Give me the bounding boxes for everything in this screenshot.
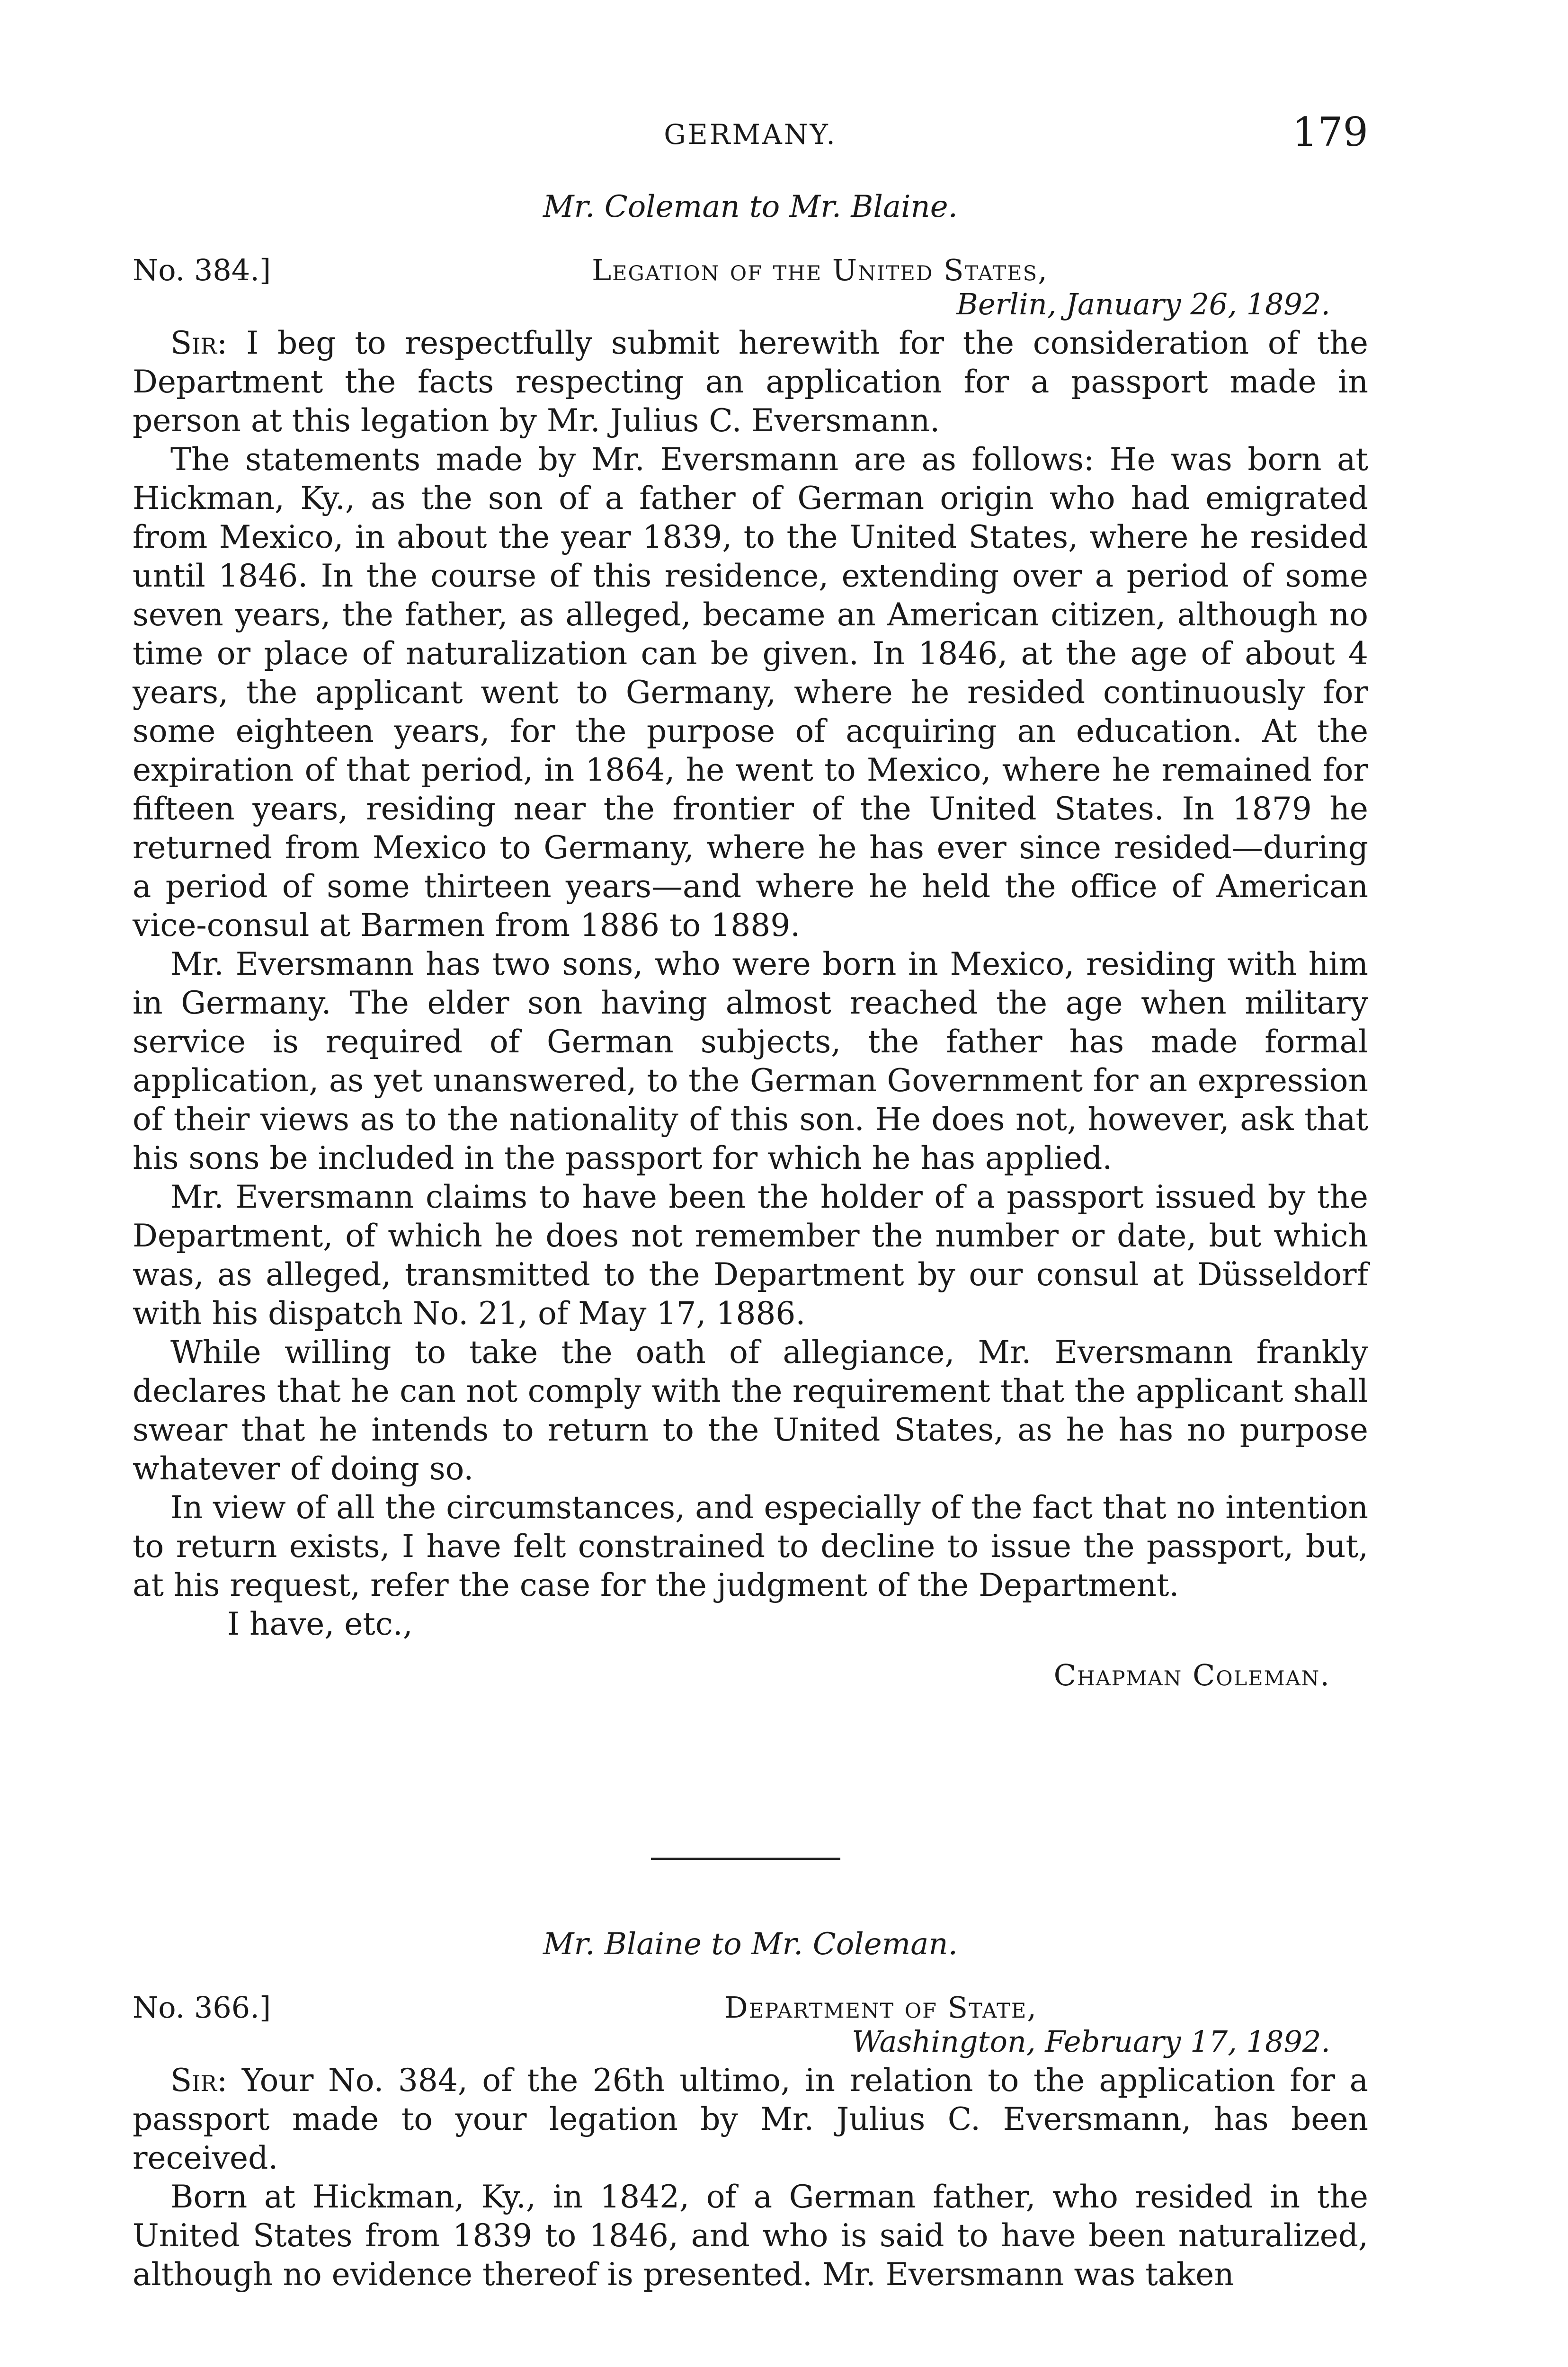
running-head: GERMANY. — [664, 118, 837, 151]
paragraph: Mr. Eversmann claims to have been the holder of a passport issued by the Department, of which he does not remember the number or date, but which was, as alleged, transmitted to the Department by our consul at Düsseldorf with his dispatch No. 21, of May 17, 1886. — [133, 1179, 1368, 1332]
letter-blaine-to-coleman — [133, 1927, 1368, 2294]
paragraph: Mr. Eversmann has two sons, who were born in Mexico, residing with him in Germany. The elder son having almost reached the age when military service is required of German subjects, the father has made formal application, as yet unanswered, to the German Government for an expression of their views as to the nationality of this son. He does not, however, ask that his sons be included in the passport for which he has applied. — [133, 946, 1368, 1176]
section-divider — [651, 1858, 840, 1860]
page-header — [133, 109, 1368, 166]
letter-coleman-to-blaine — [133, 189, 1368, 1692]
paragraph: The statements made by Mr. Eversmann are as follows: He was born at Hickman, Ky., as the son of a father of German origin who had emigrated from Mexico, in about the year 1839, to the United States, where he resided until 1846. In the course of this residence, extending over a period of some seven years, the father, as alleged, became an American citizen, although no time or place of naturalization can be given. In 1846, at the age of about 4 years, the applicant went to Germany, where he resided continuously for some eighteen years, for the purpose of acquiring an education. At the expiration of that period, in 1864, he went to Mexico, where he remained for fifteen years, residing near the frontier of the United States. In 1879 he returned from Mexico to Germany, where he has ever since resided—during a period of some thirteen years—and where he held the office of American vice-consul at Barmen from 1886 to 1889. — [133, 441, 1368, 943]
letter-title: Mr. Blaine to Mr. Coleman. — [543, 1927, 958, 1962]
dateline — [133, 1990, 1368, 2061]
sender-office: Legation of the United States, — [592, 253, 1048, 287]
complimentary-close: I have, etc., — [227, 1606, 413, 1642]
paragraph: In view of all the circumstances, and especially of the fact that no intention to return exists, I have felt constrained to decline to issue the passport, but, at his request, refer the case for the judgment of the Department. — [133, 1489, 1368, 1603]
place-and-date: Washington, February 17, 1892. — [852, 2024, 1330, 2059]
salutation: Sir: — [170, 325, 228, 361]
paragraph: While willing to take the oath of allegiance, Mr. Eversmann frankly declares that he can not comply with the requirement that the applicant shall swear that he intends to return to the United States, as he has no purpose whatever of doing so. — [133, 1334, 1368, 1487]
paragraph: Born at Hickman, Ky., in 1842, of a German father, who resided in the United States from 1839 to 1846, and who is said to have been naturalized, although no evidence thereof is presented. Mr. Eversmann was taken — [133, 2179, 1368, 2293]
paragraph — [133, 2061, 1368, 2178]
paragraph-text: I beg to respectfully submit herewith for the consideration of the Department the facts respecting an application for a passport made in person at this legation by Mr. Julius C. Eversmann. — [133, 325, 1368, 439]
dispatch-number: No. 366.] — [133, 1990, 271, 2025]
signature: Chapman Coleman. — [1053, 1658, 1330, 1692]
dispatch-number: No. 384.] — [133, 253, 271, 287]
letter-title: Mr. Coleman to Mr. Blaine. — [543, 189, 958, 224]
salutation: Sir: — [170, 2062, 228, 2099]
page-number: 179 — [1292, 109, 1368, 155]
paragraph-text: Your No. 384, of the 26th ultimo, in relation to the application for a passport made to your legation by Mr. Julius C. Eversmann, has been received. — [133, 2062, 1368, 2176]
place-and-date: Berlin, January 26, 1892. — [956, 287, 1330, 321]
sender-office: Department of State, — [724, 1990, 1037, 2025]
paragraph — [133, 324, 1368, 440]
dateline — [133, 253, 1368, 324]
